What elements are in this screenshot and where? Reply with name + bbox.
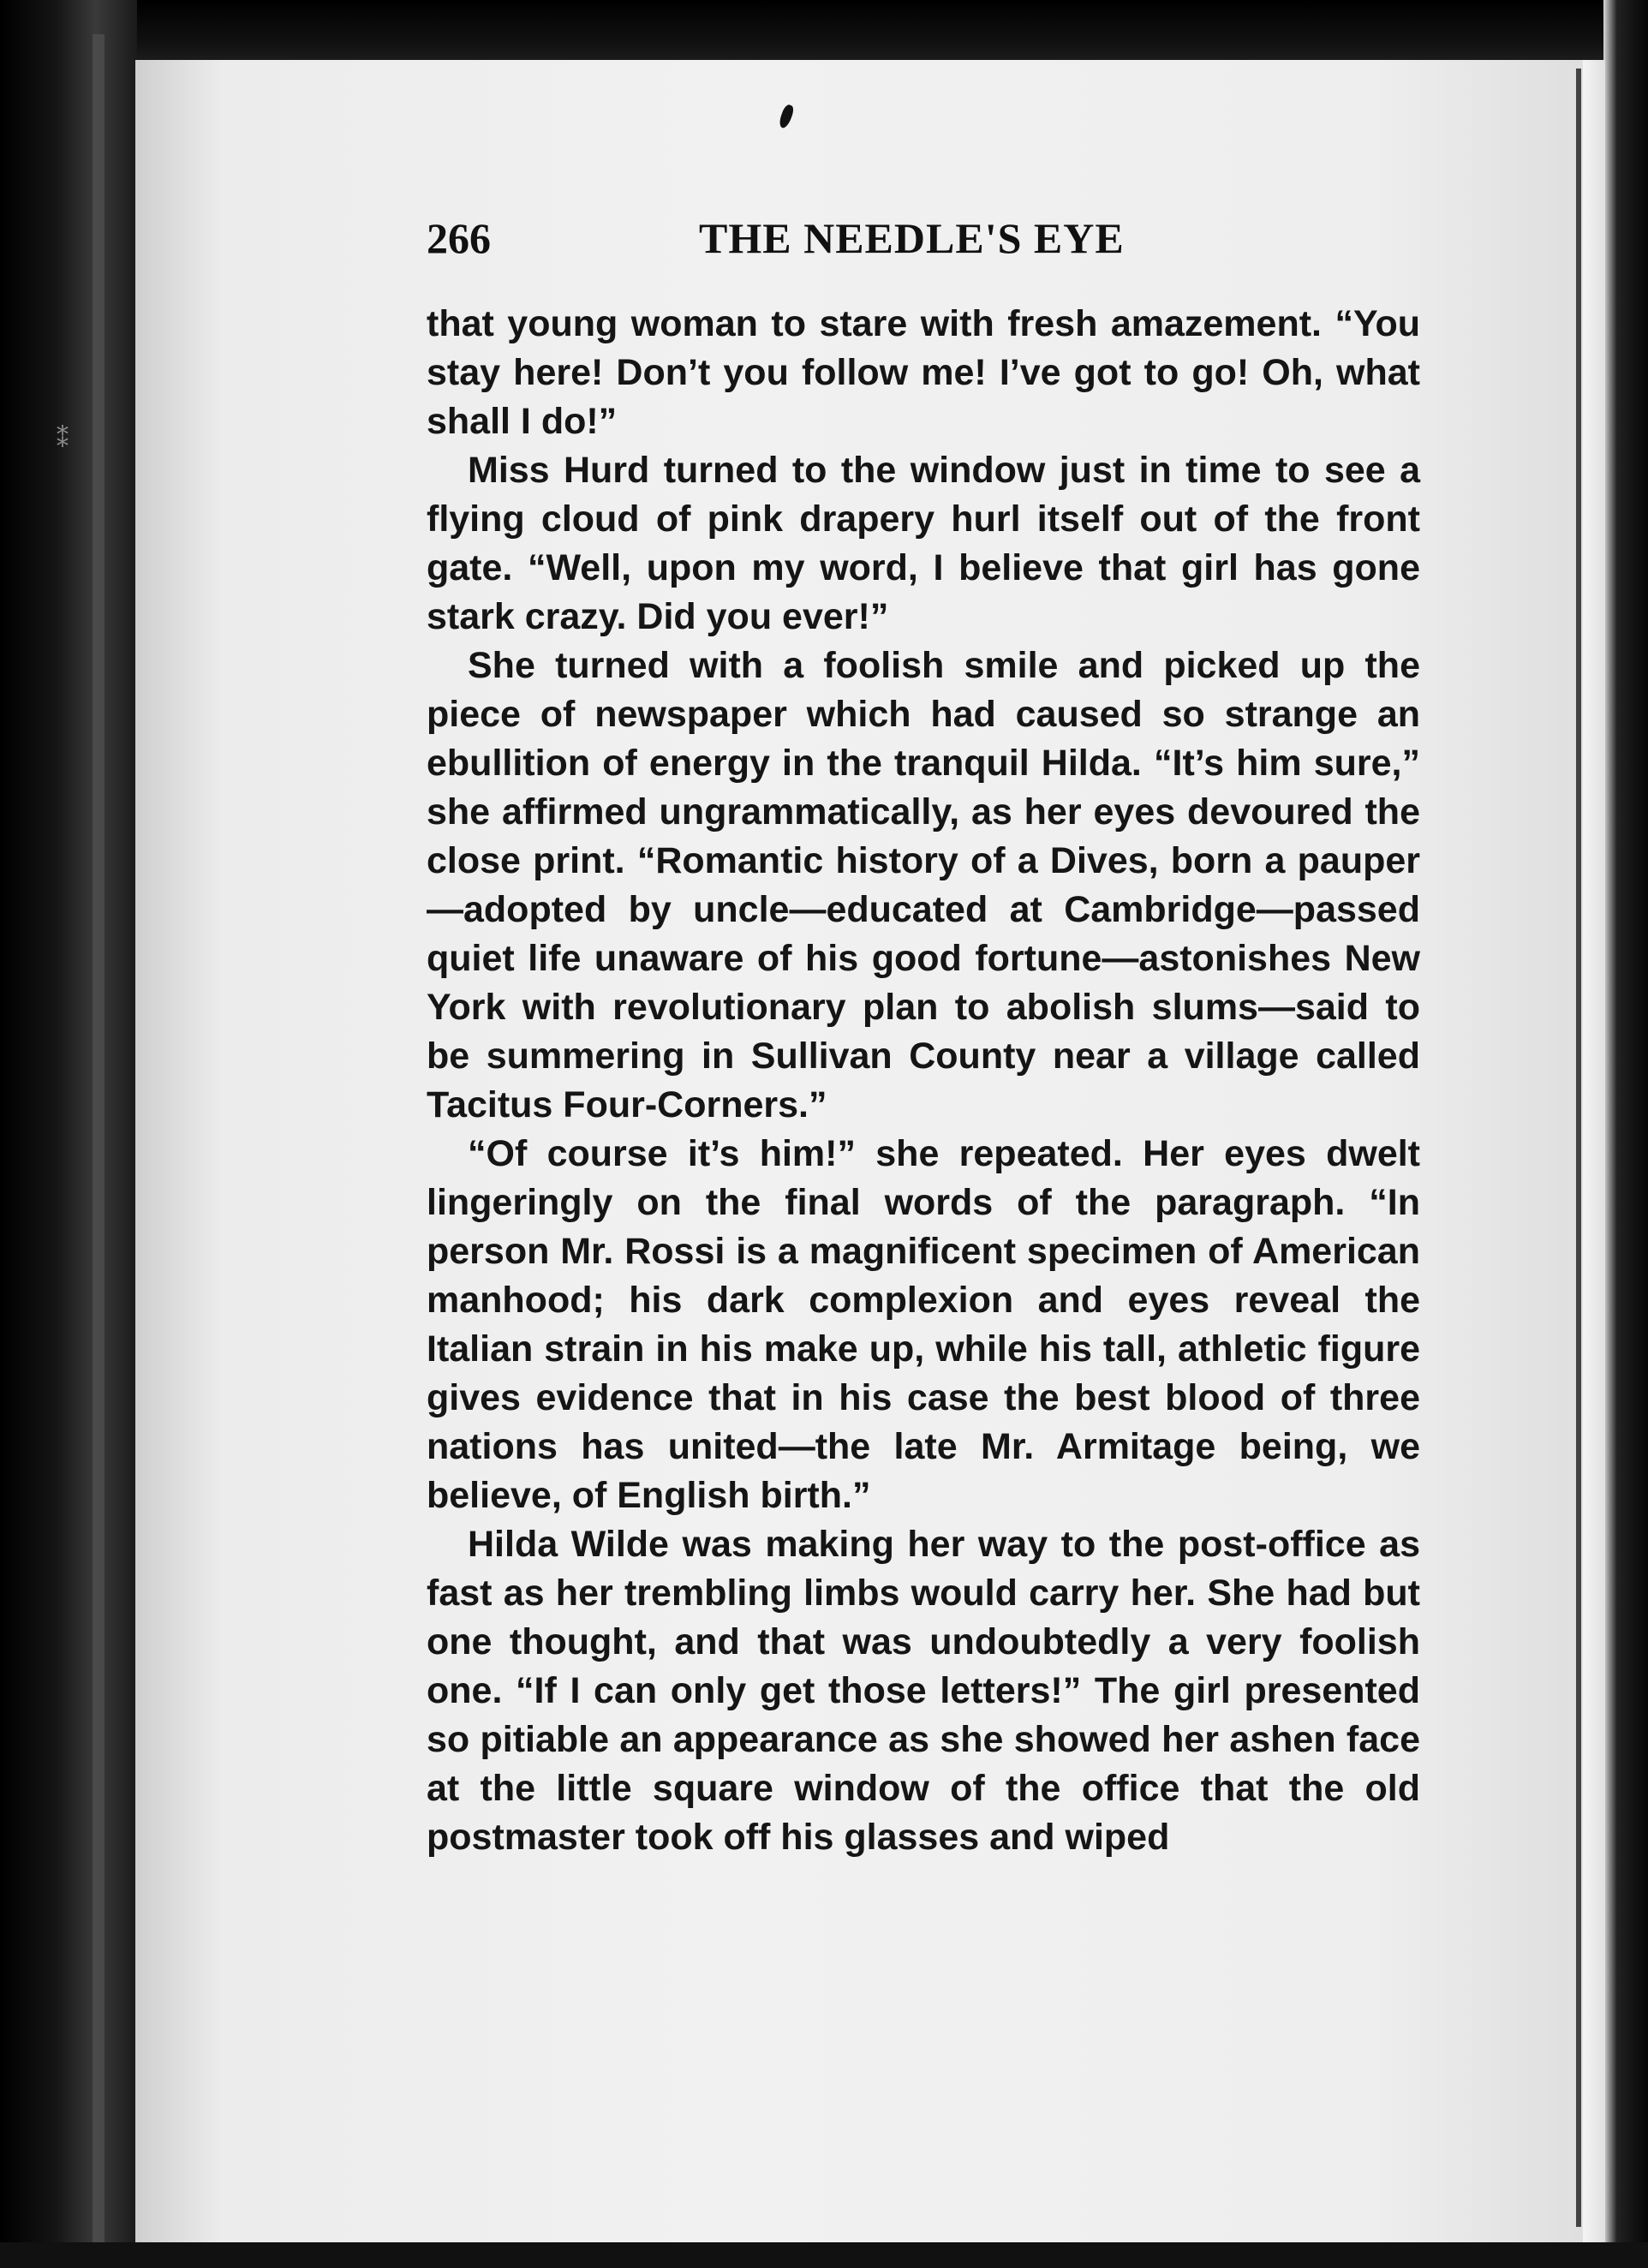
running-head — [427, 206, 1420, 271]
running-title: THE NEEDLE'S EYE — [699, 214, 1125, 262]
paragraph: Hilda Wilde was making her way to the post-office as fast as her trembling limbs would carry her. She had but one thought, and that was undoubtedly a very foolish one. “If I can only get those letters!” The girl presented so pitiable an appearance as she showed her ashen face at the little square window of the office that the old postmaster took off his glasses and wiped — [427, 1524, 1420, 1858]
film-edge-left — [0, 0, 137, 2268]
film-edge-top — [0, 0, 1648, 62]
paragraph: “Of course it’s him!” she repeated. Her eyes dwelt lingeringly on the final words of the paragraph. “In person Mr. Rossi is a magnificent specimen of American manhood; his dark complexion and eyes reveal the Italian strain in his make up, while his tall, athletic figure gives evidence that in his case the best blood of three nations has united—the late Mr. Armitage being, we believe, of English birth.” — [427, 1133, 1420, 1516]
paragraph: Miss Hurd turned to the window just in time to see a flying cloud of pink drapery hurl itself out of the front gate. “Well, upon my word, I believe that girl has gone stark crazy. Did you ever!” — [427, 450, 1420, 637]
page-number: 266 — [427, 214, 491, 262]
paragraph: She turned with a foolish smile and picked up the piece of newspaper which had caused so strange an ebullition of energy in the tranquil Hilda. “It’s him sure,” she affirmed ungrammatically, as her eyes devoured the close print. “Romantic history of a Dives, born a pauper—adopted by uncle—educated at Cambridge—passed quiet life unaware of his good fortune—astonishes New York with revolutionary plan to abolish slums—said to be summering in Sullivan County near a village called Tacitus Four-Corners.” — [427, 645, 1420, 1125]
film-edge-stripe — [93, 34, 104, 2244]
paragraph: that young woman to stare with fresh amazement. “You stay here! Don’t you follow me! I’ve got to go! Oh, what shall I do!” — [427, 303, 1420, 442]
body-text — [427, 300, 1420, 1862]
film-edge-right — [1603, 0, 1648, 2268]
margin-smudge: ⁑ — [57, 425, 69, 453]
page-right-strip — [1583, 60, 1605, 2242]
page-gutter-line — [1576, 69, 1581, 2227]
film-edge-bottom — [0, 2242, 1648, 2268]
